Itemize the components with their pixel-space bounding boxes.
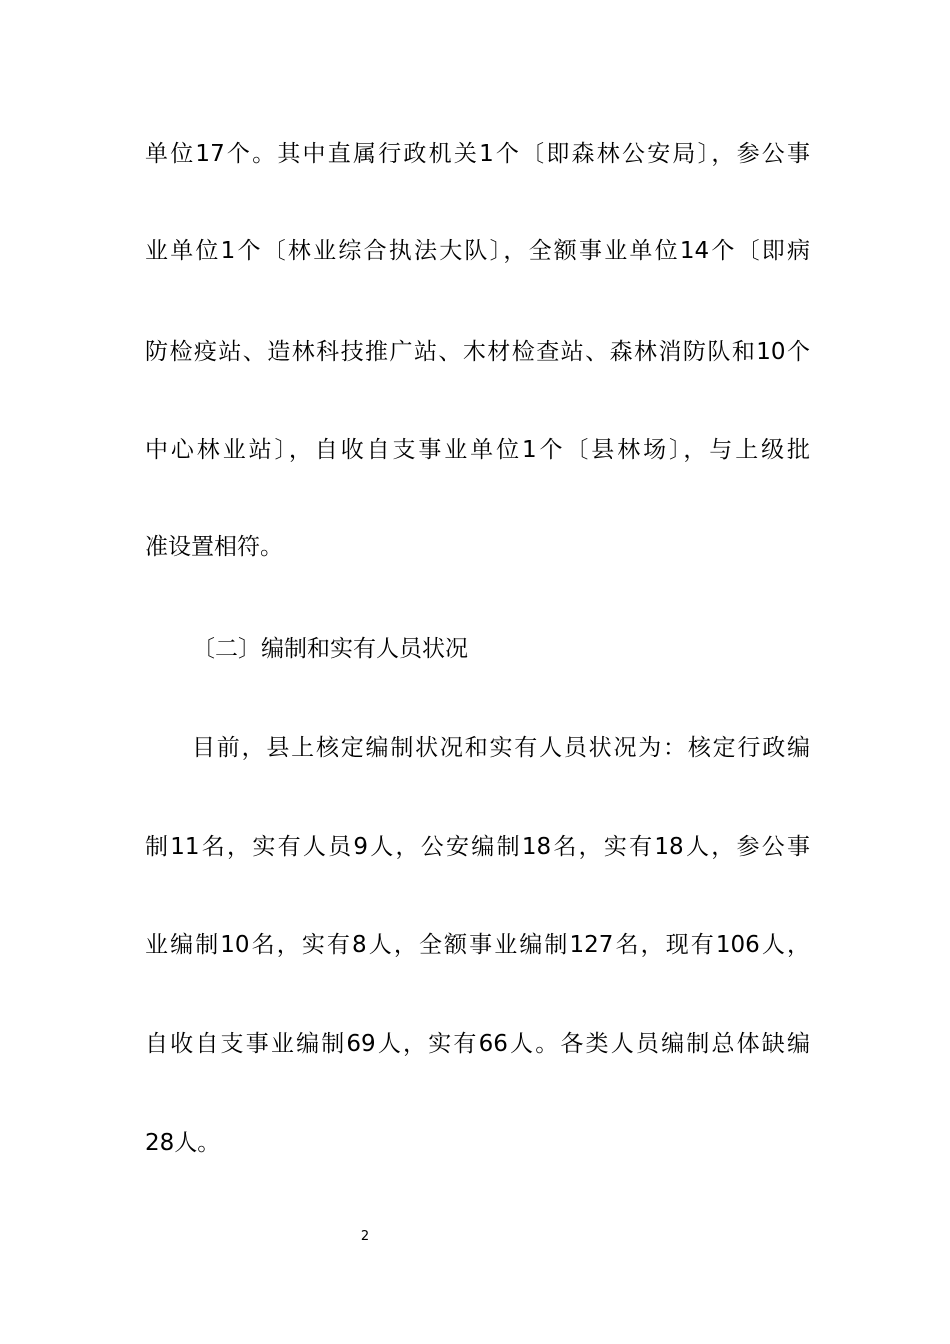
page-number: 2	[360, 1229, 370, 1244]
paragraph-2-line-5: 28人。	[145, 1130, 221, 1156]
paragraph-1-line-3: 防检疫站、造林科技推广站、木材检查站、森林消防队和10个	[145, 339, 810, 365]
paragraph-2-line-2: 制11名，实有人员9人，公安编制18名，实有18人，参公事	[145, 834, 810, 860]
paragraph-1-line-1: 单位17个。其中直属行政机关1个〔即森林公安局〕，参公事	[145, 141, 810, 167]
paragraph-1-line-4: 中心林业站〕，自收自支事业单位1个〔县林场〕，与上级批	[145, 437, 810, 463]
paragraph-2-line-3: 业编制10名，实有8人，全额事业编制127名，现有106人，	[145, 932, 810, 958]
paragraph-2-line-4: 自收自支事业编制69人，实有66人。各类人员编制总体缺编	[145, 1031, 810, 1057]
paragraph-1-line-5: 准设置相符。	[145, 534, 283, 560]
paragraph-2-line-1: 目前，县上核定编制状况和实有人员状况为：核定行政编	[192, 735, 810, 761]
paragraph-1-line-2: 业单位1个〔林业综合执法大队〕，全额事业单位14个〔即病	[145, 238, 810, 264]
section-heading: 〔二〕编制和实有人员状况	[192, 636, 468, 662]
